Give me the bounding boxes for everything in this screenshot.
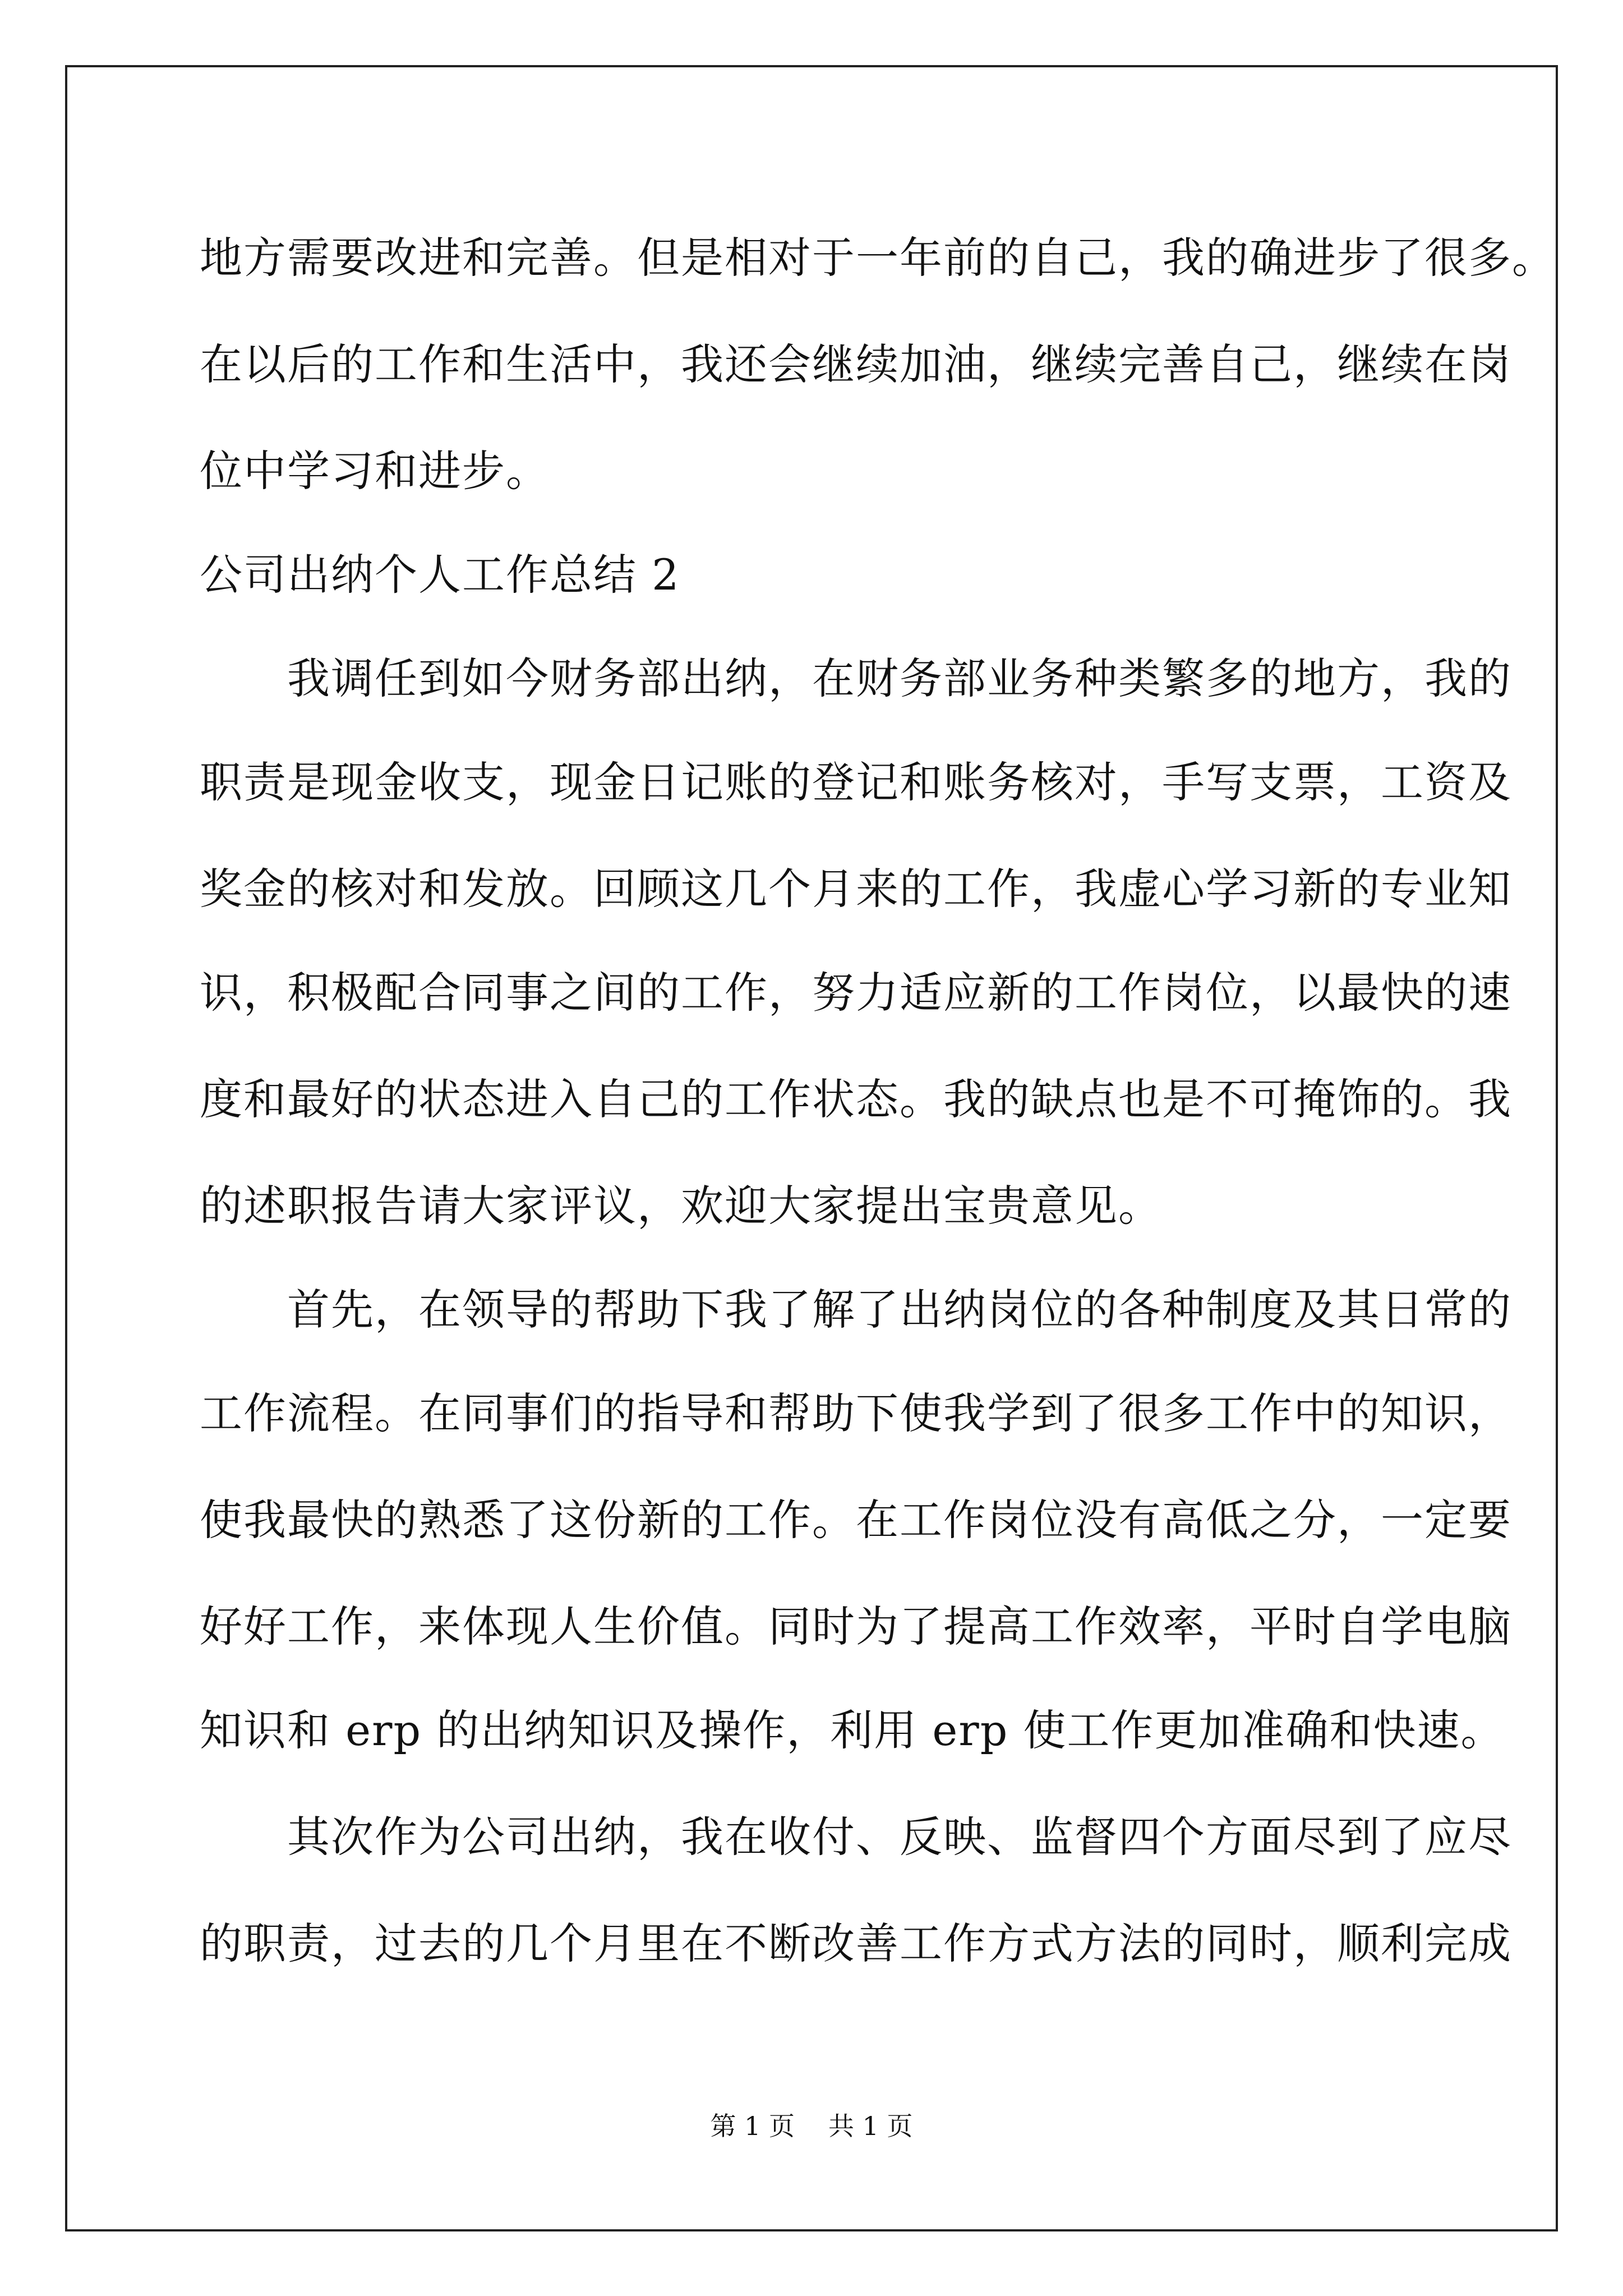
text-line: 的述职报告请大家评议，欢迎大家提出宝贵意见。 bbox=[200, 1181, 1162, 1231]
text-line: 职责是现金收支，现金日记账的登记和账务核对，手写支票，工资及 bbox=[200, 757, 1512, 807]
text-line: 地方需要改进和完善。但是相对于一年前的自己，我的确进步了很多。 bbox=[200, 233, 1556, 283]
text-line: 位中学习和进步。 bbox=[200, 446, 550, 496]
page-number: 第 1 页 bbox=[710, 2111, 795, 2141]
page-total: 共 1 页 bbox=[828, 2111, 913, 2141]
text-line: 使我最快的熟悉了这份新的工作。在工作岗位没有高低之分，一定要 bbox=[200, 1495, 1512, 1545]
text-line: 度和最好的状态进入自己的工作状态。我的缺点也是不可掩饰的。我 bbox=[200, 1074, 1512, 1124]
text-line: 工作流程。在同事们的指导和帮助下使我学到了很多工作中的知识， bbox=[200, 1388, 1512, 1438]
text-line: 首先，在领导的帮助下我了解了出纳岗位的各种制度及其日常的 bbox=[200, 1285, 1512, 1335]
text-line: 识，积极配合同事之间的工作，努力适应新的工作岗位，以最快的速 bbox=[200, 968, 1512, 1018]
text-line: 知识和 erp 的出纳知识及操作，利用 erp 使工作更加准确和快速。 bbox=[200, 1705, 1505, 1755]
text-line: 好好工作，来体现人生价值。同时为了提高工作效率，平时自学电脑 bbox=[200, 1602, 1512, 1651]
text-line: 奖金的核对和发放。回顾这几个月来的工作，我虚心学习新的专业知 bbox=[200, 864, 1512, 914]
text-line: 在以后的工作和生活中，我还会继续加油，继续完善自己，继续在岗 bbox=[200, 339, 1512, 389]
text-line: 其次作为公司出纳，我在收付、反映、监督四个方面尽到了应尽 bbox=[200, 1812, 1512, 1862]
text-line: 的职责，过去的几个月里在不断改善工作方式方法的同时，顺利完成 bbox=[200, 1918, 1512, 1968]
page-footer bbox=[0, 2109, 1623, 2143]
text-line: 我调任到如今财务部出纳，在财务部业务种类繁多的地方，我的 bbox=[200, 654, 1512, 703]
section-heading: 公司出纳个人工作总结 2 bbox=[200, 550, 680, 600]
